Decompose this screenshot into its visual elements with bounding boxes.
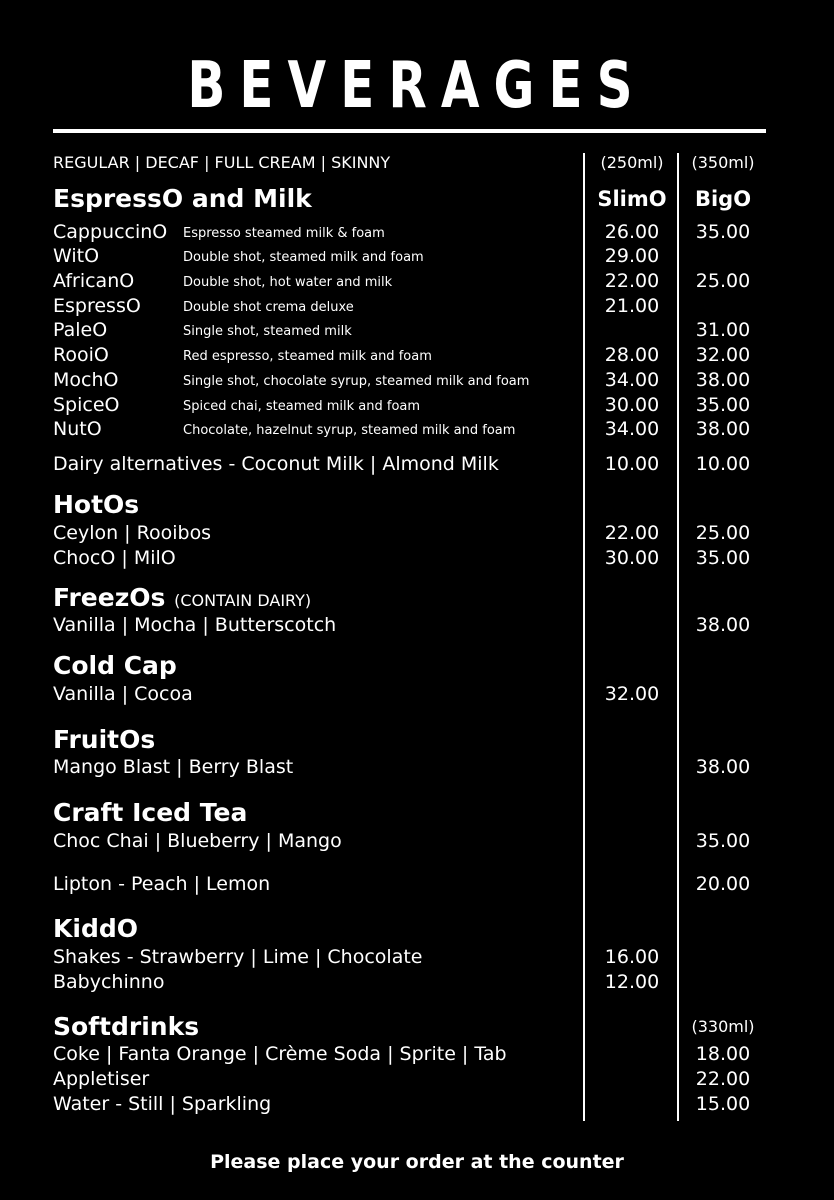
- menu-item: [0, 270, 834, 294]
- menu-item: [0, 946, 834, 970]
- menu-item: [0, 245, 834, 269]
- item-name: Vanilla | Mocha | Butterscotch: [53, 614, 337, 636]
- price-slimo: 30.00: [604, 547, 660, 569]
- price-bigo: 35.00: [695, 547, 751, 569]
- price-bigo: 25.00: [695, 522, 751, 544]
- menu-item: [0, 683, 834, 707]
- item-name: Mango Blast | Berry Blast: [53, 756, 294, 778]
- menu-item: [0, 547, 834, 571]
- item-description: Single shot, steamed milk: [183, 324, 352, 339]
- menu-item: [0, 369, 834, 393]
- menu-item: [0, 221, 834, 245]
- column-slimo: SlimO: [597, 187, 667, 211]
- section-heading: [53, 583, 311, 612]
- item-name: EspressO: [53, 295, 141, 317]
- section-kiddo-header: [0, 914, 834, 943]
- section-coldcap-header: [0, 651, 834, 680]
- milk-options: REGULAR | DECAF | FULL CREAM | SKINNY: [53, 153, 391, 172]
- price-slimo: 16.00: [604, 946, 660, 968]
- item-description: Double shot, hot water and milk: [183, 275, 393, 290]
- section-craft-iced-tea-header: [0, 798, 834, 827]
- price-slimo: 21.00: [604, 295, 660, 317]
- item-name: Lipton - Peach | Lemon: [53, 873, 271, 895]
- item-name: NutO: [53, 418, 102, 440]
- price-bigo: 35.00: [695, 830, 751, 852]
- menu-item: [0, 295, 834, 319]
- item-name: RooiO: [53, 344, 109, 366]
- price-bigo: 32.00: [695, 344, 751, 366]
- price-bigo: 38.00: [695, 369, 751, 391]
- price-bigo: 25.00: [695, 270, 751, 292]
- item-name: WitO: [53, 245, 100, 267]
- section-heading: Craft Iced Tea: [53, 798, 248, 827]
- price-bigo: 22.00: [695, 1068, 751, 1090]
- price-slimo: 22.00: [604, 270, 660, 292]
- size-330ml: (330ml): [691, 1017, 755, 1036]
- item-description: Chocolate, hazelnut syrup, steamed milk and foam: [183, 423, 516, 438]
- menu-item: [0, 418, 834, 442]
- item-name: SpiceO: [53, 394, 120, 416]
- price-bigo: 38.00: [695, 614, 751, 636]
- size-250ml: (250ml): [600, 153, 664, 172]
- item-name: Shakes - Strawberry | Lime | Chocolate: [53, 946, 423, 968]
- price-bigo: 18.00: [695, 1043, 751, 1065]
- item-name: CappuccinO: [53, 221, 168, 243]
- menu-item: [0, 873, 834, 897]
- footer-note: Please place your order at the counter: [210, 1151, 624, 1173]
- menu-item: [0, 1068, 834, 1092]
- title-divider: [53, 129, 766, 133]
- price-bigo: 35.00: [695, 394, 751, 416]
- price-slimo: 32.00: [604, 683, 660, 705]
- item-name: PaleO: [53, 319, 108, 341]
- section-note: (CONTAIN DAIRY): [174, 591, 312, 610]
- section-fruitos-header: [0, 725, 834, 754]
- section-heading: FruitOs: [53, 725, 156, 754]
- price-bigo: 38.00: [695, 418, 751, 440]
- price-slimo: 26.00: [604, 221, 660, 243]
- price-bigo: 31.00: [695, 319, 751, 341]
- menu-item: [0, 614, 834, 638]
- section-heading: KiddO: [53, 914, 138, 943]
- section-heading: HotOs: [53, 490, 140, 519]
- price-slimo: 12.00: [604, 971, 660, 993]
- item-name: ChocO | MilO: [53, 547, 176, 569]
- item-name: Water - Still | Sparkling: [53, 1093, 272, 1115]
- menu-item-dairy-alternatives: [0, 453, 834, 477]
- menu-item: [0, 971, 834, 995]
- price-slimo: 29.00: [604, 245, 660, 267]
- section-softdrinks-header: [0, 1012, 834, 1041]
- menu-item: [0, 1093, 834, 1117]
- menu-item: [0, 394, 834, 418]
- section-heading-text: FreezOs: [53, 583, 166, 612]
- price-bigo: 38.00: [695, 756, 751, 778]
- section-heading: EspressO and Milk: [53, 184, 312, 213]
- price-bigo: 10.00: [695, 453, 751, 475]
- item-description: Double shot crema deluxe: [183, 300, 354, 315]
- price-slimo: 10.00: [604, 453, 660, 475]
- price-bigo: 15.00: [695, 1093, 751, 1115]
- price-slimo: 34.00: [604, 418, 660, 440]
- menu-item: [0, 830, 834, 854]
- item-name: Coke | Fanta Orange | Crème Soda | Sprite | Tab: [53, 1043, 507, 1065]
- section-heading: Softdrinks: [53, 1012, 200, 1041]
- menu-item: [0, 522, 834, 546]
- section-espresso-header: [0, 184, 834, 213]
- item-description: Single shot, chocolate syrup, steamed milk and foam: [183, 374, 530, 389]
- menu-item: [0, 319, 834, 343]
- menu-title: BEVERAGES: [187, 49, 647, 123]
- item-name: Choc Chai | Blueberry | Mango: [53, 830, 342, 852]
- item-name: AfricanO: [53, 270, 135, 292]
- size-350ml: (350ml): [691, 153, 755, 172]
- price-slimo: 22.00: [604, 522, 660, 544]
- options-row: [0, 153, 834, 177]
- menu-item: [0, 1043, 834, 1067]
- menu-item: [0, 756, 834, 780]
- item-description: Double shot, steamed milk and foam: [183, 250, 424, 265]
- item-name: Vanilla | Cocoa: [53, 683, 193, 705]
- section-heading: Cold Cap: [53, 651, 177, 680]
- price-slimo: 28.00: [604, 344, 660, 366]
- section-freezos-header: [0, 583, 834, 612]
- price-bigo: 35.00: [695, 221, 751, 243]
- item-name: Babychinno: [53, 971, 165, 993]
- item-name: Dairy alternatives - Coconut Milk | Almond Milk: [53, 453, 499, 475]
- item-description: Red espresso, steamed milk and foam: [183, 349, 432, 364]
- column-bigo: BigO: [694, 187, 752, 211]
- price-bigo: 20.00: [695, 873, 751, 895]
- price-slimo: 34.00: [604, 369, 660, 391]
- item-name: MochO: [53, 369, 119, 391]
- section-hotos-header: [0, 490, 834, 519]
- price-slimo: 30.00: [604, 394, 660, 416]
- item-name: Appletiser: [53, 1068, 150, 1090]
- item-description: Espresso steamed milk & foam: [183, 226, 385, 241]
- menu-item: [0, 344, 834, 368]
- item-description: Spiced chai, steamed milk and foam: [183, 399, 421, 414]
- item-name: Ceylon | Rooibos: [53, 522, 212, 544]
